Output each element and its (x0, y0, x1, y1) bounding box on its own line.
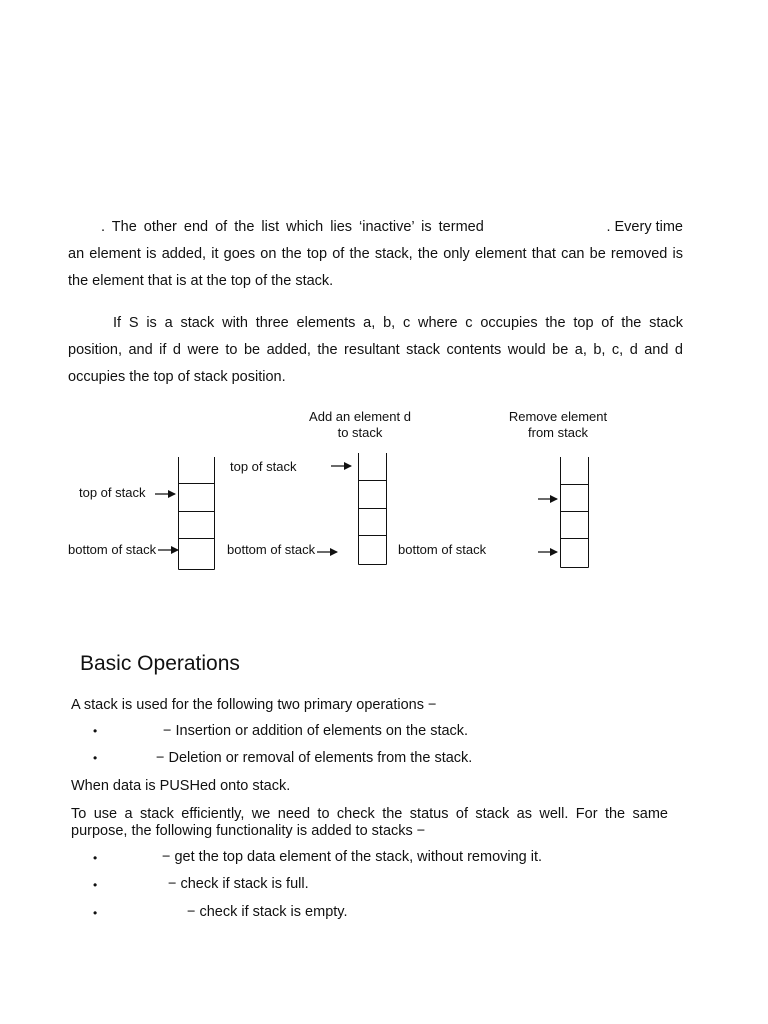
stack3 (561, 457, 589, 568)
list-item-pop: − Deletion or removal of elements from the stack. (156, 750, 473, 766)
section-heading: Basic Operations (80, 652, 240, 675)
paragraph-line: an element is added, it goes on the top of the stack, the only element that can be removed is (68, 246, 683, 262)
list-item-peek: − get the top data element of the stack, without removing it. (162, 849, 543, 865)
stack2 (359, 453, 387, 565)
stack1-top-label: top of stack (79, 485, 146, 500)
bullet-icon: • (93, 724, 98, 738)
paragraph-line: occupies the top of stack position. (68, 369, 286, 385)
paragraph-line: the element that is at the top of the stack. (68, 273, 334, 289)
paragraph-line-end: . Every time (606, 219, 683, 235)
stack3-bottom-label: bottom of stack (398, 542, 487, 557)
paragraph-line-start: . The other end of the list which lies ‘inactive’ is termed (101, 219, 484, 235)
list-item-isempty: − check if stack is empty. (187, 904, 348, 920)
caption-line: from stack (528, 425, 588, 440)
paragraph-line: position, and if d were to be added, the resultant stack contents would be a, b, c, d and d (68, 342, 683, 358)
stack1 (179, 457, 215, 570)
stack2-top-label: top of stack (230, 459, 297, 474)
bullet-icon: • (93, 878, 98, 892)
caption-line: to stack (337, 425, 383, 440)
caption-line: Remove element (508, 409, 608, 424)
bullet-icon: • (93, 851, 98, 865)
stack2-bottom-label: bottom of stack (227, 542, 316, 557)
list-item-isfull: − check if stack is full. (168, 876, 309, 892)
operations-intro: A stack is used for the following two primary operations − (71, 697, 437, 713)
paragraph-line: If S is a stack with three elements a, b, c where c occupies the top of the stack (113, 315, 683, 331)
efficiency-line: purpose, the following functionality is added to stacks − (71, 823, 426, 839)
bullet-icon: • (93, 751, 98, 765)
efficiency-line: To use a stack efficiently, we need to check the status of stack as well. For the same (71, 806, 668, 822)
list-item-push: − Insertion or addition of elements on the stack. (163, 723, 469, 739)
caption-line: Add an element d (309, 409, 411, 424)
bullet-icon: • (93, 906, 98, 920)
push-note: When data is PUSHed onto stack. (71, 778, 291, 794)
stack1-bottom-label: bottom of stack (68, 542, 157, 557)
